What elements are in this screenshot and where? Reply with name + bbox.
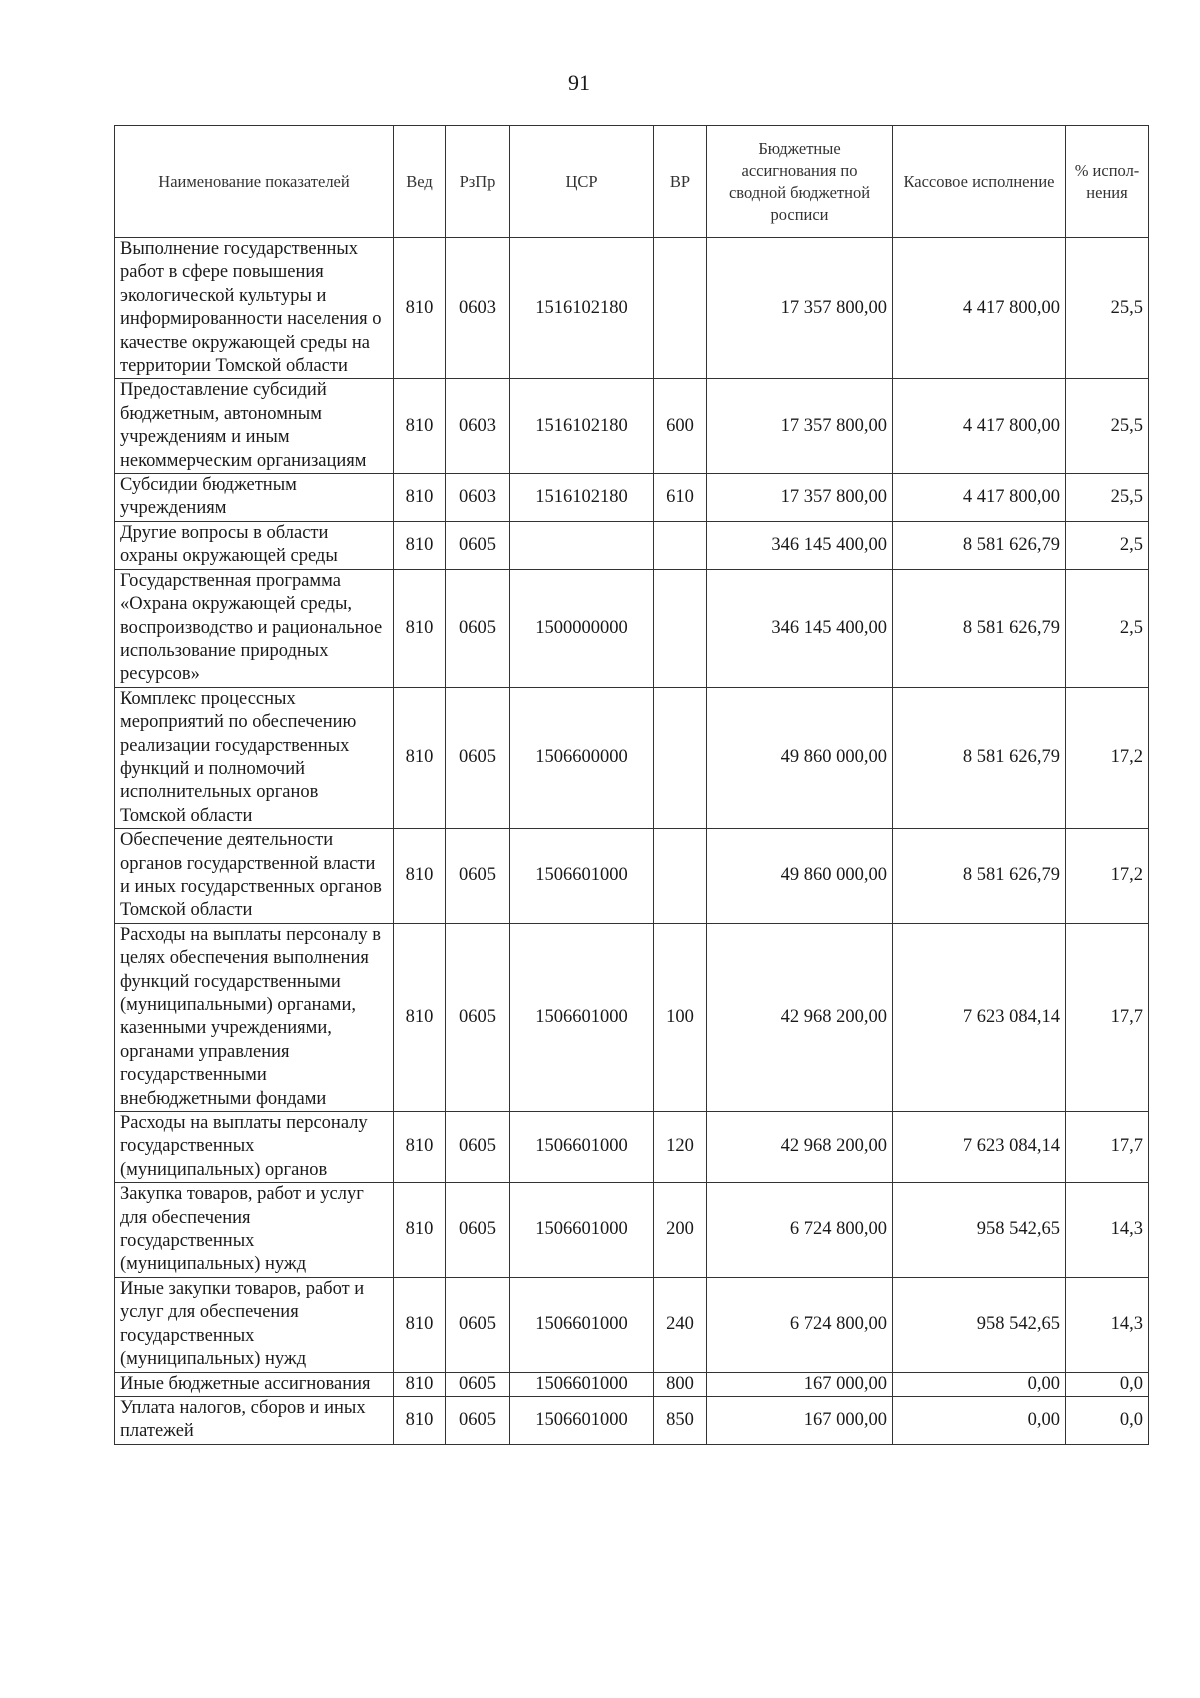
cell-percent: 0,0 (1066, 1396, 1149, 1444)
cell-cash: 958 542,65 (893, 1277, 1066, 1372)
cell-name: Другие вопросы в области охраны окружающей среды (115, 521, 394, 569)
cell-cash: 958 542,65 (893, 1183, 1066, 1278)
cell-csr: 1516102180 (510, 474, 654, 522)
table-row (115, 923, 1149, 1111)
cell-budget: 49 860 000,00 (707, 829, 893, 924)
cell-csr: 1506600000 (510, 687, 654, 828)
cell-budget: 346 145 400,00 (707, 569, 893, 687)
cell-name: Иные бюджетные ассигнования (115, 1372, 394, 1396)
cell-ved: 810 (394, 569, 446, 687)
cell-budget: 6 724 800,00 (707, 1183, 893, 1278)
cell-budget: 17 357 800,00 (707, 474, 893, 522)
cell-percent: 2,5 (1066, 521, 1149, 569)
cell-csr: 1506601000 (510, 1372, 654, 1396)
table-row (115, 687, 1149, 828)
cell-name: Иные закупки товаров, работ и услуг для обеспечения государственных (муниципальных) нужд (115, 1277, 394, 1372)
cell-ved: 810 (394, 474, 446, 522)
cell-budget: 346 145 400,00 (707, 521, 893, 569)
cell-vr: 200 (654, 1183, 707, 1278)
cell-ved: 810 (394, 238, 446, 379)
cell-vr (654, 569, 707, 687)
table-row (115, 474, 1149, 522)
cell-rzpr: 0605 (446, 1112, 510, 1183)
table-row (115, 1372, 1149, 1396)
cell-name: Обеспечение деятельности органов государственной власти и иных государственных органов Томской области (115, 829, 394, 924)
cell-budget: 42 968 200,00 (707, 923, 893, 1111)
cell-csr: 1516102180 (510, 238, 654, 379)
cell-rzpr: 0603 (446, 238, 510, 379)
table-row (115, 521, 1149, 569)
cell-cash: 0,00 (893, 1372, 1066, 1396)
table-row (115, 1112, 1149, 1183)
cell-vr: 120 (654, 1112, 707, 1183)
cell-percent: 17,7 (1066, 923, 1149, 1111)
table-header-row (115, 126, 1149, 238)
cell-csr (510, 521, 654, 569)
cell-ved: 810 (394, 1372, 446, 1396)
cell-rzpr: 0605 (446, 829, 510, 924)
cell-cash: 4 417 800,00 (893, 379, 1066, 474)
cell-percent: 14,3 (1066, 1277, 1149, 1372)
cell-csr: 1516102180 (510, 379, 654, 474)
cell-rzpr: 0605 (446, 1396, 510, 1444)
cell-csr: 1506601000 (510, 1396, 654, 1444)
cell-budget: 49 860 000,00 (707, 687, 893, 828)
cell-vr: 600 (654, 379, 707, 474)
cell-ved: 810 (394, 829, 446, 924)
cell-ved: 810 (394, 379, 446, 474)
cell-percent: 25,5 (1066, 474, 1149, 522)
cell-ved: 810 (394, 1396, 446, 1444)
table-row (115, 829, 1149, 924)
cell-name: Уплата налогов, сборов и иных платежей (115, 1396, 394, 1444)
table-row (115, 1396, 1149, 1444)
header-percent: % испол-нения (1066, 126, 1149, 238)
table-row (115, 1277, 1149, 1372)
cell-csr: 1506601000 (510, 1112, 654, 1183)
cell-rzpr: 0603 (446, 474, 510, 522)
cell-ved: 810 (394, 1112, 446, 1183)
cell-csr: 1506601000 (510, 1183, 654, 1278)
cell-csr: 1506601000 (510, 923, 654, 1111)
cell-csr: 1506601000 (510, 829, 654, 924)
cell-rzpr: 0605 (446, 1277, 510, 1372)
cell-name: Расходы на выплаты персоналу в целях обеспечения выполнения функций государственными (муниципальными) органами, казенными учреждениями, органами управления государственными внебюджетными фондами (115, 923, 394, 1111)
cell-percent: 17,2 (1066, 687, 1149, 828)
cell-ved: 810 (394, 521, 446, 569)
header-csr: ЦСР (510, 126, 654, 238)
cell-rzpr: 0605 (446, 569, 510, 687)
cell-vr: 850 (654, 1396, 707, 1444)
cell-name: Расходы на выплаты персоналу государственных (муниципальных) органов (115, 1112, 394, 1183)
cell-ved: 810 (394, 687, 446, 828)
cell-vr: 610 (654, 474, 707, 522)
budget-execution-table (114, 125, 1149, 1445)
cell-cash: 8 581 626,79 (893, 521, 1066, 569)
cell-budget: 17 357 800,00 (707, 379, 893, 474)
cell-vr: 240 (654, 1277, 707, 1372)
cell-rzpr: 0605 (446, 521, 510, 569)
table-row (115, 569, 1149, 687)
cell-name: Комплекс процессных мероприятий по обеспечению реализации государственных функций и полномочий исполнительных органов Томской области (115, 687, 394, 828)
cell-vr (654, 829, 707, 924)
cell-vr: 800 (654, 1372, 707, 1396)
table-row (115, 1183, 1149, 1278)
table-row (115, 238, 1149, 379)
cell-rzpr: 0605 (446, 1372, 510, 1396)
cell-budget: 6 724 800,00 (707, 1277, 893, 1372)
cell-percent: 25,5 (1066, 238, 1149, 379)
cell-cash: 8 581 626,79 (893, 829, 1066, 924)
cell-rzpr: 0605 (446, 923, 510, 1111)
cell-rzpr: 0605 (446, 1183, 510, 1278)
cell-percent: 2,5 (1066, 569, 1149, 687)
cell-vr (654, 238, 707, 379)
header-cash: Кассовое исполнение (893, 126, 1066, 238)
table-body (115, 238, 1149, 1445)
header-rzpr: РзПр (446, 126, 510, 238)
header-vr: ВР (654, 126, 707, 238)
cell-percent: 17,2 (1066, 829, 1149, 924)
cell-cash: 7 623 084,14 (893, 1112, 1066, 1183)
cell-cash: 7 623 084,14 (893, 923, 1066, 1111)
cell-cash: 8 581 626,79 (893, 569, 1066, 687)
table-row (115, 379, 1149, 474)
cell-budget: 42 968 200,00 (707, 1112, 893, 1183)
header-budget: Бюджетные ассигнования по сводной бюджетной росписи (707, 126, 893, 238)
cell-vr (654, 521, 707, 569)
header-ved: Вед (394, 126, 446, 238)
cell-rzpr: 0605 (446, 687, 510, 828)
cell-cash: 4 417 800,00 (893, 474, 1066, 522)
cell-budget: 17 357 800,00 (707, 238, 893, 379)
cell-rzpr: 0603 (446, 379, 510, 474)
cell-cash: 8 581 626,79 (893, 687, 1066, 828)
cell-csr: 1500000000 (510, 569, 654, 687)
cell-percent: 0,0 (1066, 1372, 1149, 1396)
cell-csr: 1506601000 (510, 1277, 654, 1372)
cell-ved: 810 (394, 1277, 446, 1372)
cell-budget: 167 000,00 (707, 1372, 893, 1396)
cell-cash: 4 417 800,00 (893, 238, 1066, 379)
cell-ved: 810 (394, 1183, 446, 1278)
cell-vr: 100 (654, 923, 707, 1111)
cell-percent: 25,5 (1066, 379, 1149, 474)
cell-name: Закупка товаров, работ и услуг для обеспечения государственных (муниципальных) нужд (115, 1183, 394, 1278)
cell-name: Субсидии бюджетным учреждениям (115, 474, 394, 522)
cell-name: Предоставление субсидий бюджетным, автономным учреждениям и иным некоммерческим организациям (115, 379, 394, 474)
page-number: 91 (568, 70, 590, 95)
cell-vr (654, 687, 707, 828)
cell-percent: 17,7 (1066, 1112, 1149, 1183)
header-name: Наименование показателей (115, 126, 394, 238)
cell-name: Выполнение государственных работ в сфере повышения экологической культуры и информированности населения о качестве окружающей среды на территории Томской области (115, 238, 394, 379)
cell-percent: 14,3 (1066, 1183, 1149, 1278)
cell-cash: 0,00 (893, 1396, 1066, 1444)
cell-budget: 167 000,00 (707, 1396, 893, 1444)
cell-ved: 810 (394, 923, 446, 1111)
cell-name: Государственная программа «Охрана окружающей среды, воспроизводство и рациональное использование природных ресурсов» (115, 569, 394, 687)
